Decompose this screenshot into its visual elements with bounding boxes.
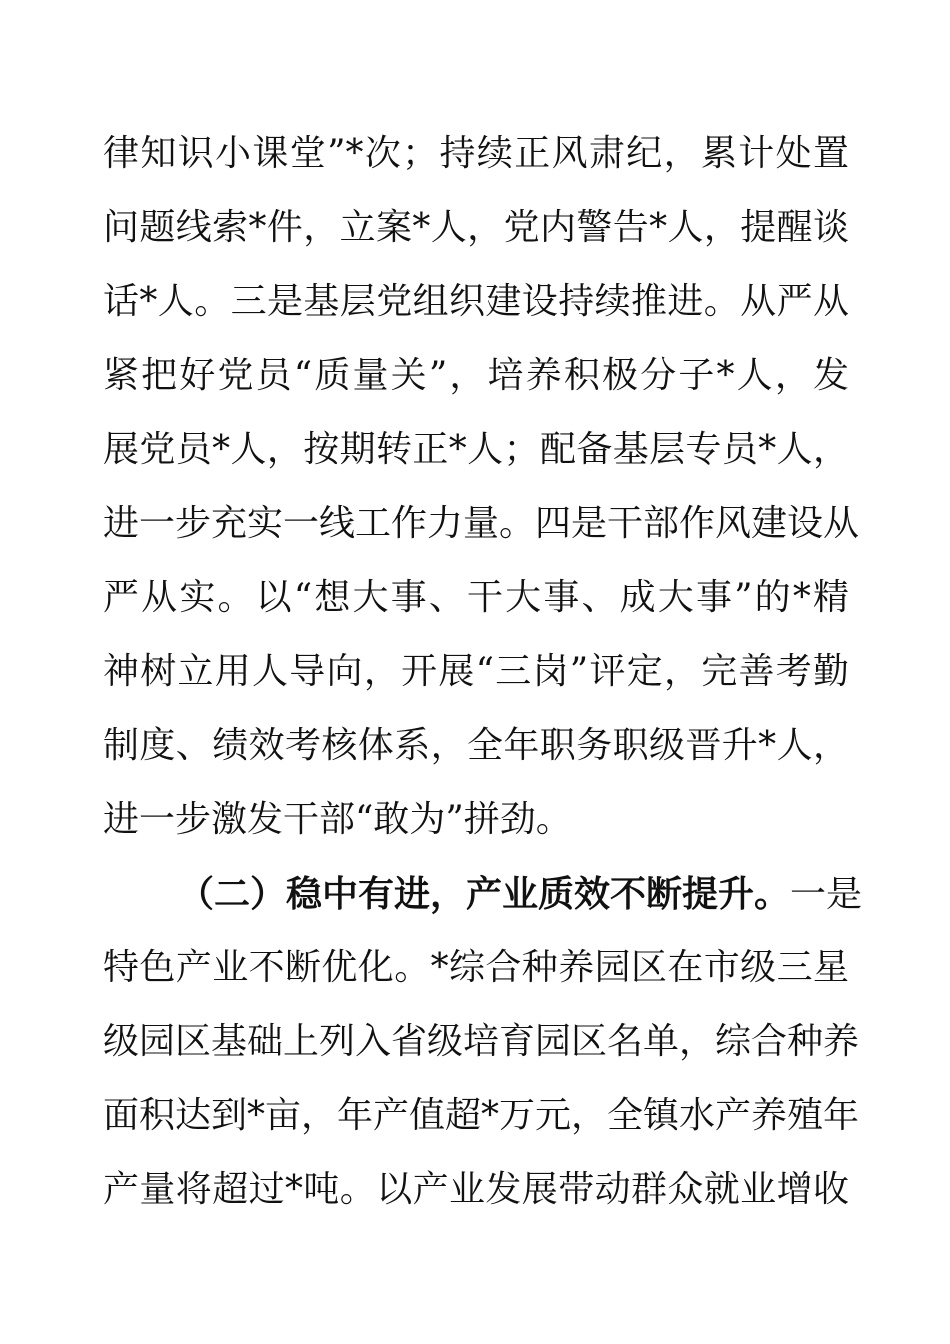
paragraph-line: 严从实。以“想大事、干大事、成大事”的*精: [103, 577, 849, 618]
paragraph-line: 展党员*人，按期转正*人；配备基层专员*人，: [103, 429, 849, 470]
paragraph-line: 话*人。三是基层党组织建设持续推进。从严从: [103, 281, 849, 322]
paragraph-line: 级园区基础上列入省级培育园区名单，综合种养: [103, 1021, 860, 1062]
section-heading-tail: 一是: [790, 874, 863, 915]
paragraph-line: 问题线索*件，立案*人，党内警告*人，提醒谈: [103, 207, 849, 248]
paragraph-line: 特色产业不断优化。*综合种养园区在市级三星: [103, 947, 849, 988]
paragraph-line: 紧把好党员“质量关”，培养积极分子*人，发: [103, 355, 849, 396]
section-heading: （二）稳中有进，产业质效不断提升。: [178, 873, 791, 915]
paragraph-line: 律知识小课堂”*次；持续正风肃纪，累计处置: [103, 133, 849, 174]
paragraph-line: 神树立用人导向，开展“三岗”评定，完善考勤: [103, 651, 849, 692]
paragraph-line: 进一步充实一线工作力量。四是干部作风建设从: [103, 503, 860, 544]
paragraph-line: 制度、绩效考核体系，全年职务职级晋升*人，: [103, 725, 849, 766]
paragraph-line-last: 进一步激发干部“敢为”拼劲。: [103, 799, 572, 840]
paragraph-line: 面积达到*亩，年产值超*万元，全镇水产养殖年: [103, 1095, 860, 1136]
paragraph-line: 产量将超过*吨。以产业发展带动群众就业增收: [103, 1169, 849, 1210]
section-heading-line: [178, 869, 863, 919]
